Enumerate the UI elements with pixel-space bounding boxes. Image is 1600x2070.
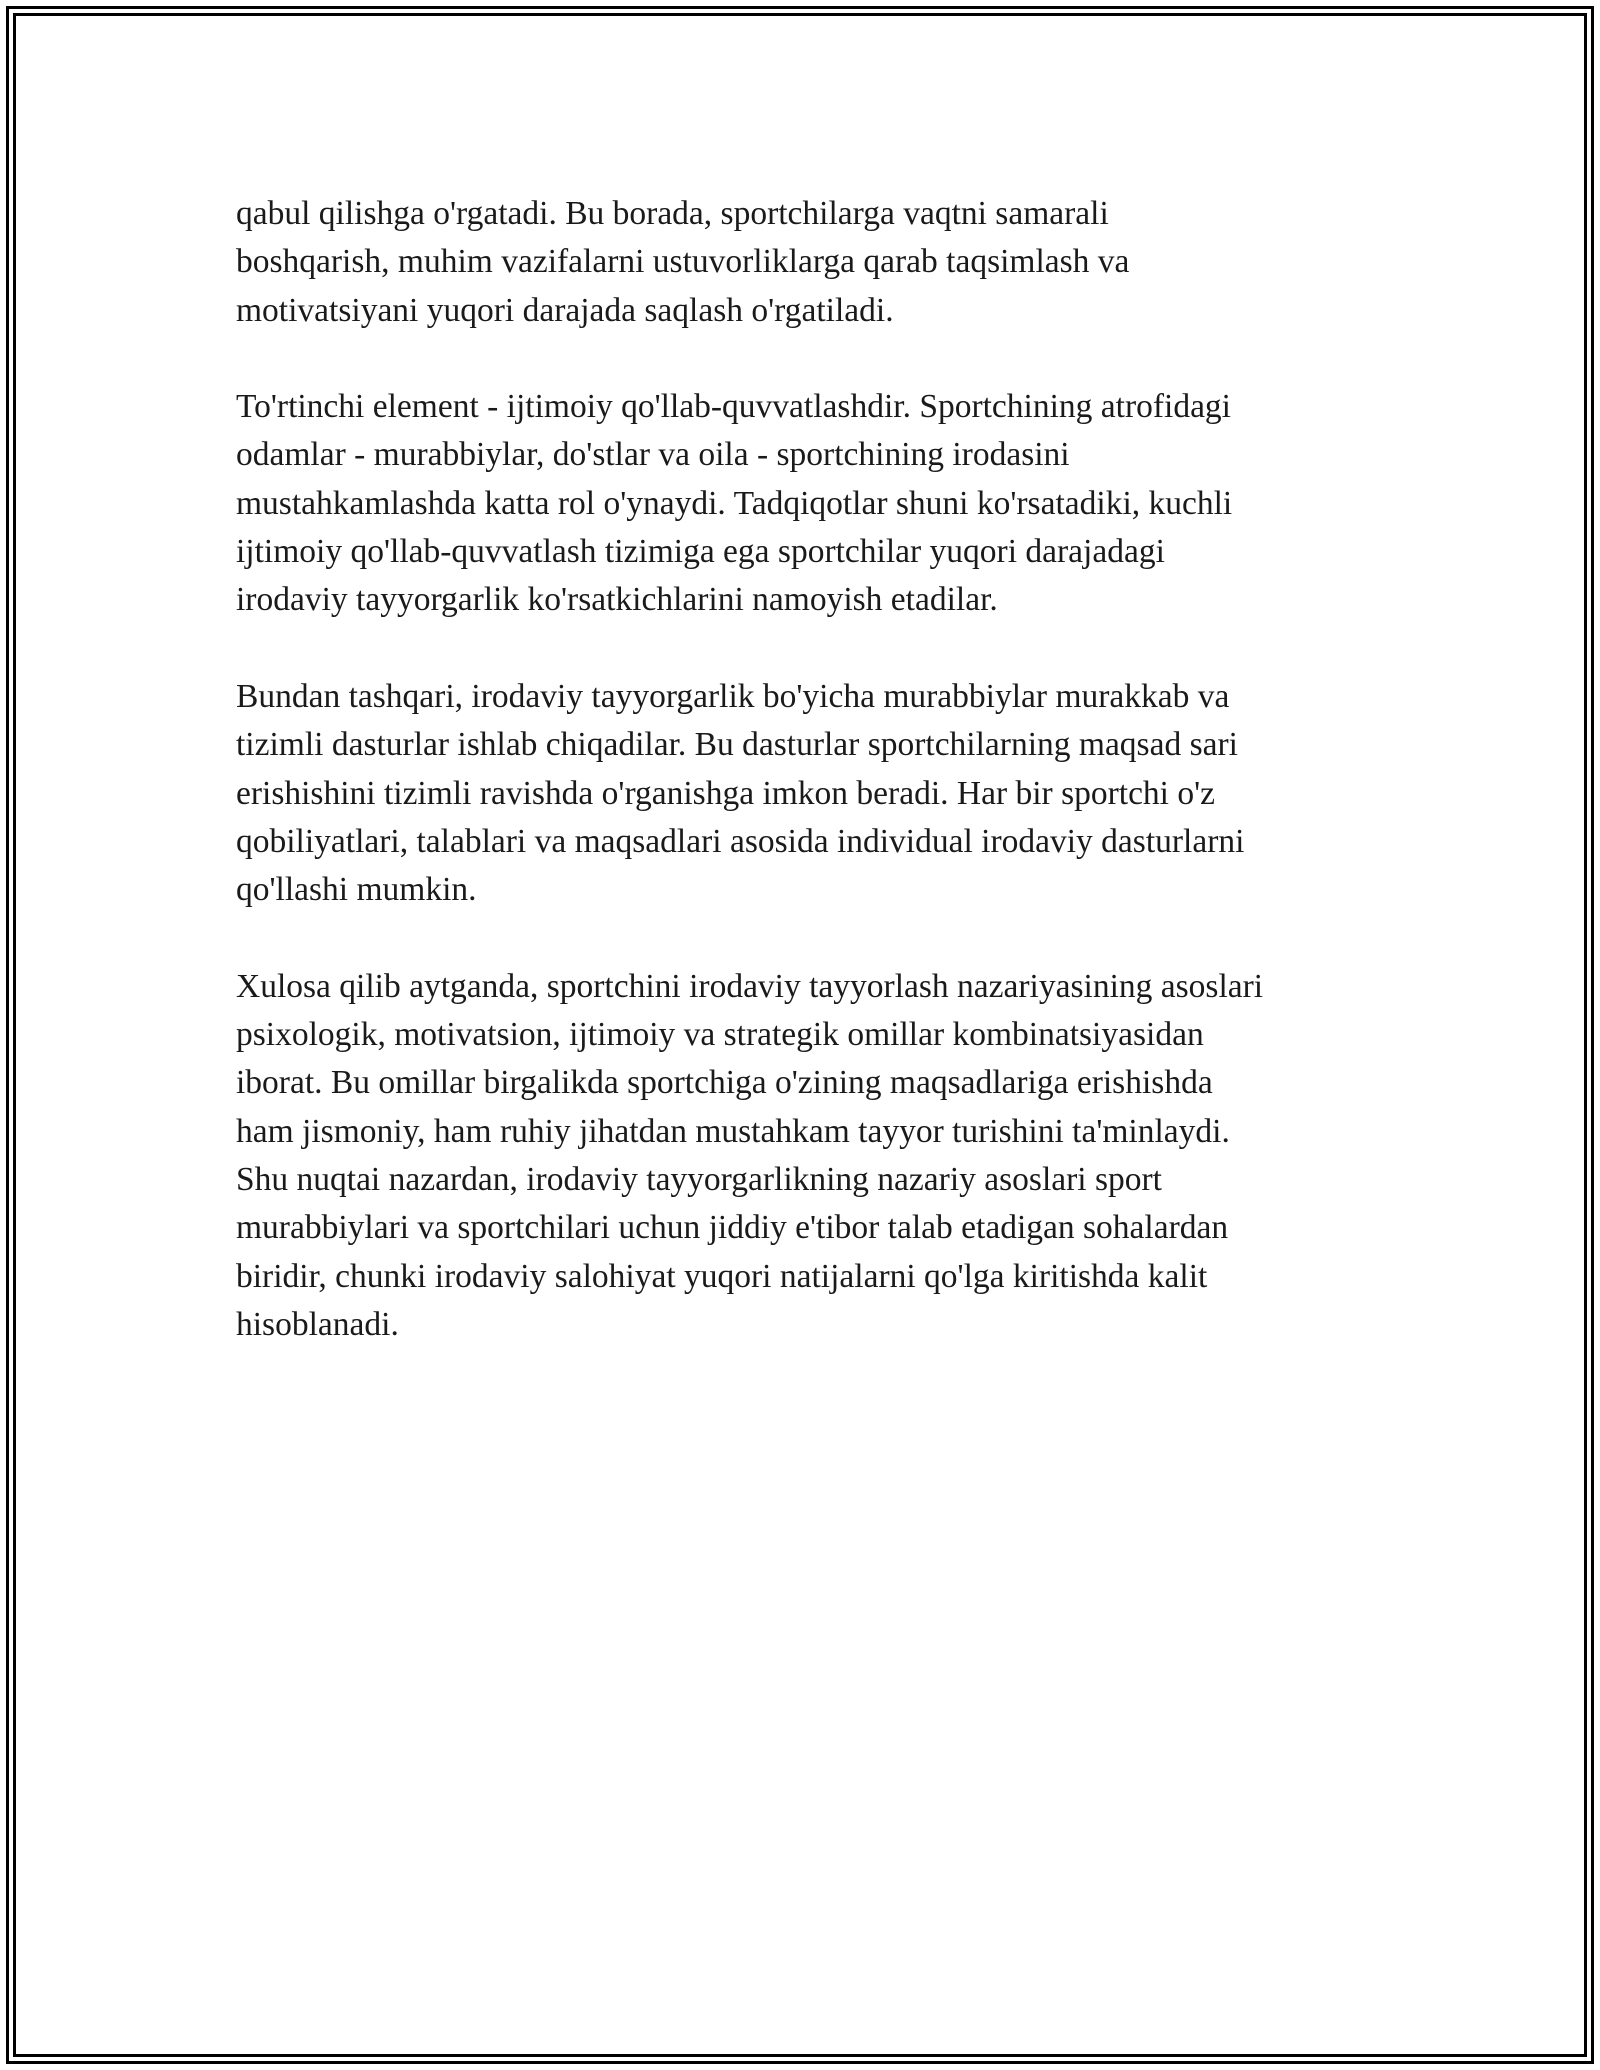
paragraph: Xulosa qilib aytganda, sportchini irodaviy tayyorlash nazariyasining asoslari psixologik, motivatsion, ijtimoiy va strategik omillar kombinatsiyasidan iborat. Bu omillar birgalikda sportchiga o'zining maqsadlariga erishishda ham jismoniy, ham ruhiy jihatdan mustahkam tayyor turishini ta'minlaydi. Shu nuqtai nazardan, irodaviy tayyorgarlikning nazariy asoslari sport murabbiylari va sportchilari uchun jiddiy e'tibor talab etadigan sohalardan biridir, chunki irodaviy salohiyat yuqori natijalarni qo'lga kiritishda kalit hisoblanadi. (236, 967, 1264, 1343)
document-body (236, 190, 1376, 1397)
paragraph: Bundan tashqari, irodaviy tayyorgarlik bo'yicha murabbiylar murakkab va tizimli dasturlar ishlab chiqadilar. Bu dasturlar sportchilarning maqsad sari erishishini tizimli ravishda o'rganishga imkon beradi. Har bir sportchi o'z qobiliyatlari, talablari va maqsadlari asosida individual irodaviy dasturlarni qo'llashi mumkin. (236, 677, 1245, 909)
paragraph: qabul qilishga o'rgatadi. Bu borada, sportchilarga vaqtni samarali boshqarish, muhim vazifalarni ustuvorliklarga qarab taqsimlash va motivatsiyani yuqori darajada saqlash o'rgatiladi. (236, 195, 1130, 329)
paragraph: To'rtinchi element - ijtimoiy qo'llab-quvvatlashdir. Sportchining atrofidagi odamlar - murabbiylar, do'stlar va oila - sportchining irodasini mustahkamlashda katta rol o'ynaydi. Tadqiqotlar shuni ko'rsatadiki, kuchli ijtimoiy qo'llab-quvvatlash tizimiga ega sportchilar yuqori darajadagi irodaviy tayyorgarlik ko'rsatkichlarini namoyish etadilar. (236, 388, 1233, 619)
